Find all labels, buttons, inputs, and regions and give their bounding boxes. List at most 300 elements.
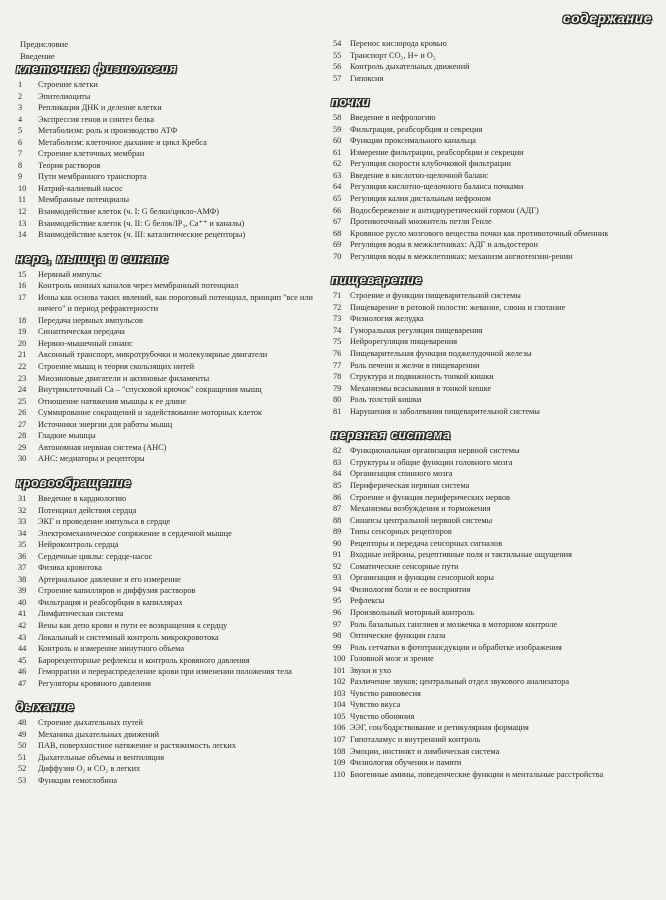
chapter-title: Суммирование сокращений и задействование моторных клеток	[38, 408, 263, 418]
chapter-title: Передача нервных импульсов	[38, 315, 143, 325]
chapter-entry[interactable]	[16, 562, 316, 574]
chapter-number: 70	[333, 251, 342, 261]
chapter-number: 12	[18, 207, 27, 217]
chapter-number: 38	[18, 574, 27, 584]
chapter-entry[interactable]	[331, 699, 655, 711]
chapter-number: 22	[18, 362, 27, 372]
chapter-entry[interactable]	[16, 655, 316, 667]
chapter-title: Регуляция кислотно-щелочного баланса почками	[350, 182, 524, 192]
chapter-title: Регуляция скорости клубочковой фильтрации	[350, 159, 511, 169]
chapter-number: 106	[333, 723, 346, 733]
chapter-number: 102	[333, 677, 346, 687]
toc-section	[16, 62, 316, 241]
chapter-title: Перенос кислорода кровью	[350, 39, 447, 48]
chapter-number: 88	[333, 515, 342, 525]
chapter-entry[interactable]	[331, 526, 655, 538]
chapter-title: Функциональная организация нервной системы	[350, 446, 520, 456]
chapter-entry[interactable]	[16, 79, 316, 91]
chapter-title: Рефлексы	[350, 596, 385, 606]
chapter-number: 11	[18, 195, 26, 205]
chapter-number: 50	[18, 741, 27, 751]
chapter-entry[interactable]	[331, 630, 655, 642]
chapter-entry[interactable]	[331, 135, 655, 147]
chapter-title: Нервный импульс	[38, 269, 102, 279]
front-matter-item[interactable]: Введение	[20, 51, 55, 61]
chapter-number: 55	[333, 50, 342, 60]
chapter-title: Артериальное давление и его измерение	[38, 574, 181, 584]
chapter-entry[interactable]	[331, 503, 655, 515]
chapter-title: АНС: медиаторы и рецепторы	[38, 454, 145, 464]
chapter-entry[interactable]	[16, 361, 316, 373]
chapter-number: 15	[18, 269, 27, 279]
chapter-title: Мембранные потенциалы	[38, 195, 130, 205]
chapter-number: 20	[18, 338, 27, 348]
chapter-number: 92	[333, 561, 342, 571]
chapter-entry[interactable]	[331, 665, 655, 677]
chapter-number: 1	[18, 80, 23, 89]
section-heading: клеточная физиология	[16, 62, 178, 76]
chapter-entry[interactable]	[16, 407, 316, 419]
chapter-entry[interactable]	[16, 574, 316, 586]
chapter-title: Оптические функции глаза	[350, 631, 446, 641]
chapter-number: 89	[333, 527, 342, 537]
chapter-title: Метаболизм: роль и производство АТФ	[38, 126, 178, 136]
chapter-entry[interactable]	[16, 608, 316, 620]
chapter-entry[interactable]	[331, 158, 655, 170]
chapter-entry[interactable]	[331, 147, 655, 159]
chapter-number: 85	[333, 480, 342, 490]
chapter-entry[interactable]	[16, 643, 316, 655]
chapter-entry[interactable]	[331, 572, 655, 584]
chapter-entry[interactable]	[16, 539, 316, 551]
chapter-title: Экспрессия генов и синтез белка	[38, 114, 155, 124]
chapter-entry[interactable]	[331, 584, 655, 596]
chapter-entry[interactable]	[16, 206, 316, 218]
toc-section	[16, 476, 316, 689]
page-title: содержание	[562, 10, 652, 26]
chapter-title: Введение в кардиологию	[38, 493, 127, 503]
chapter-title: Дыхательные объемы и вентиляция	[38, 752, 165, 762]
chapter-title: Звуки и ухо	[350, 665, 392, 675]
chapter-number: 67	[333, 217, 342, 227]
chapter-entry[interactable]	[331, 61, 655, 73]
chapter-entry[interactable]	[331, 394, 655, 406]
chapter-number: 82	[333, 446, 342, 456]
chapter-entry[interactable]	[331, 595, 655, 607]
chapter-number: 34	[18, 528, 27, 538]
chapter-title: Биогенные амины, поведенческие функции и ментальные расстройства	[350, 769, 604, 779]
section-heading: нерв, мышца и синапс	[16, 251, 169, 266]
chapter-entry[interactable]	[331, 383, 655, 395]
chapter-number: 78	[333, 372, 342, 382]
chapter-entry[interactable]	[16, 292, 316, 315]
chapter-title: Репликация ДНК и деление клетки	[38, 103, 162, 113]
chapter-number: 42	[18, 620, 27, 630]
chapter-number: 75	[333, 337, 342, 347]
chapter-entry[interactable]	[16, 597, 316, 609]
chapter-title: Водосбережение и антидиуретический гормон (АДГ)	[350, 205, 539, 215]
chapter-title: Нейроконтроль сердца	[38, 540, 119, 550]
chapter-entry[interactable]	[331, 313, 655, 325]
chapter-entry[interactable]	[16, 349, 316, 361]
chapter-title: Локальный и системный контроль микрокровотока	[38, 632, 219, 642]
chapter-entry[interactable]	[331, 722, 655, 734]
chapter-number: 52	[18, 764, 27, 774]
chapter-entry[interactable]	[16, 585, 316, 597]
toc-section	[331, 38, 655, 84]
chapter-entry[interactable]	[331, 653, 655, 665]
chapter-number: 64	[333, 182, 342, 192]
chapter-title: ПАВ, поверхностное натяжение и растяжимость легких	[38, 741, 236, 751]
chapter-title: Фильтрация, реабсорбция и секреция	[350, 124, 483, 134]
chapter-number: 32	[18, 505, 27, 515]
chapter-number: 58	[333, 113, 342, 123]
chapter-number: 25	[18, 396, 27, 406]
chapter-entry[interactable]	[16, 148, 316, 160]
chapter-title: Строение дыхательных путей	[38, 718, 143, 728]
chapter-number: 51	[18, 752, 27, 762]
chapter-title: Вены как депо крови и пути ее возвращения к сердцу	[38, 620, 228, 630]
chapter-number: 79	[333, 383, 342, 393]
chapter-title: Чувство вкуса	[350, 700, 401, 710]
chapter-entry[interactable]	[16, 218, 316, 230]
chapter-number: 90	[333, 538, 342, 548]
chapter-title: Барорецепторные рефлексы и контроль кровяного давления	[38, 655, 250, 665]
chapter-title: Эпителиоциты	[38, 91, 91, 101]
front-matter-item[interactable]: Предисловие	[20, 39, 69, 49]
chapter-entry[interactable]	[331, 711, 655, 723]
chapter-title: Строение капилляров и диффузия растворов	[38, 586, 196, 596]
chapter-entry[interactable]	[16, 160, 316, 172]
chapter-title: Структуры и общие функции головного мозга	[350, 457, 513, 467]
chapter-number: 24	[18, 385, 27, 395]
chapter-entry[interactable]	[16, 763, 316, 775]
chapter-entry[interactable]	[331, 676, 655, 688]
chapter-entry[interactable]	[16, 102, 316, 114]
chapter-number: 35	[18, 540, 27, 550]
chapter-entry[interactable]	[16, 453, 316, 465]
chapter-entry[interactable]	[16, 315, 316, 327]
chapter-title: Регуляция воды в межклетниках: механизм ангиотензин-ренин	[350, 251, 573, 261]
chapter-entry[interactable]	[331, 538, 655, 550]
chapter-number: 9	[18, 172, 23, 182]
chapter-number: 66	[333, 205, 342, 215]
chapter-number: 109	[333, 758, 346, 768]
chapter-number: 57	[333, 73, 342, 83]
chapter-entry[interactable]	[16, 194, 316, 206]
chapter-title: Роль толстой кишки	[350, 395, 422, 405]
chapter-list	[331, 445, 655, 780]
chapter-title: Регуляция воды в межклетниках: АДГ и альдостерон	[350, 240, 538, 250]
chapter-entry[interactable]	[331, 688, 655, 700]
chapter-number: 80	[333, 395, 342, 405]
chapter-title: Измерение фильтрации, реабсорбции и секреции	[350, 147, 524, 157]
chapter-title: Гипоксия	[350, 73, 384, 83]
chapter-entry[interactable]	[331, 38, 655, 50]
chapter-entry[interactable]	[16, 114, 316, 126]
chapter-title: Головной мозг и зрение	[350, 654, 434, 664]
chapter-entry[interactable]	[16, 752, 316, 764]
chapter-number: 16	[18, 281, 27, 291]
chapter-title: Строение мышц и теория скользящих нитей	[38, 362, 195, 372]
chapter-title: Лимфатическая система	[38, 609, 124, 619]
chapter-title: Организация спинного мозга	[350, 469, 453, 479]
chapter-entry[interactable]	[331, 515, 655, 527]
chapter-number: 27	[18, 419, 27, 429]
chapter-list	[331, 290, 655, 417]
chapter-title: Гуморальная регуляция пищеварения	[350, 325, 483, 335]
chapter-number: 77	[333, 360, 342, 370]
chapter-title: Автономная нервная система (АНС)	[38, 442, 167, 452]
section-heading: кровообращение	[16, 475, 132, 490]
chapter-title: Взаимодействие клеток (ч. II: G белок/IP₃, Ca⁺⁺ и каналы)	[38, 218, 245, 228]
chapter-number: 4	[18, 114, 23, 124]
chapter-entry[interactable]	[16, 516, 316, 528]
chapter-entry[interactable]	[16, 373, 316, 385]
chapter-number: 6	[18, 137, 23, 147]
chapter-entry[interactable]	[16, 171, 316, 183]
chapter-entry[interactable]	[331, 239, 655, 251]
toc-section	[331, 95, 655, 262]
chapter-number: 99	[333, 642, 342, 652]
chapter-entry[interactable]	[331, 480, 655, 492]
chapter-number: 39	[18, 586, 27, 596]
chapter-title: Диффузия O₂ и CO₂ в легких	[38, 764, 141, 774]
chapter-entry[interactable]	[16, 666, 316, 678]
chapter-entry[interactable]	[16, 137, 316, 149]
chapter-entry[interactable]	[331, 406, 655, 418]
chapter-entry[interactable]	[16, 183, 316, 195]
chapter-number: 53	[18, 775, 27, 785]
chapter-entry[interactable]	[16, 740, 316, 752]
chapter-entry[interactable]	[331, 746, 655, 758]
chapter-entry[interactable]	[331, 360, 655, 372]
chapter-entry[interactable]	[16, 269, 316, 281]
chapter-entry[interactable]	[331, 769, 655, 781]
chapter-entry[interactable]	[16, 430, 316, 442]
chapter-number: 48	[18, 718, 27, 728]
chapter-entry[interactable]	[331, 181, 655, 193]
chapter-title: Роль печени и желчи в пищеварении	[350, 360, 480, 370]
chapter-title: Нарушения и заболевания пищеварительной системы	[350, 406, 540, 416]
chapter-entry[interactable]	[16, 775, 316, 787]
chapter-entry[interactable]	[331, 228, 655, 240]
chapter-entry[interactable]	[16, 91, 316, 103]
chapter-title: Функции проксимального канальца	[350, 136, 476, 146]
chapter-title: Метаболизм: клеточное дыхание и цикл Кребса	[38, 137, 207, 147]
toc-section	[331, 428, 655, 780]
chapter-entry[interactable]	[331, 607, 655, 619]
chapter-title: Периферическая нервная система	[350, 480, 470, 490]
chapter-number: 7	[18, 149, 23, 159]
chapter-number: 36	[18, 551, 27, 561]
chapter-title: Произвольный моторный контроль	[350, 607, 475, 617]
chapter-number: 68	[333, 228, 342, 238]
chapter-list	[16, 269, 316, 465]
chapter-number: 93	[333, 573, 342, 583]
chapter-title: Строение клетки	[38, 80, 98, 89]
chapter-title: Ионы как основа таких явлений, как пороговый потенциал, принцип "все или ничего" и период рефрактерности	[38, 292, 313, 314]
chapter-number: 96	[333, 607, 342, 617]
chapter-entry[interactable]	[16, 493, 316, 505]
chapter-number: 29	[18, 442, 27, 452]
chapter-entry[interactable]	[331, 371, 655, 383]
chapter-title: Организация и функции сенсорной коры	[350, 573, 495, 583]
chapter-entry[interactable]	[331, 457, 655, 469]
chapter-number: 86	[333, 492, 342, 502]
chapter-number: 26	[18, 408, 27, 418]
chapter-number: 45	[18, 655, 27, 665]
chapter-title: Контроль ионных каналов через мембранный потенциал	[38, 281, 239, 291]
chapter-number: 40	[18, 597, 27, 607]
chapter-title: Механика дыхательных движений	[38, 729, 160, 739]
chapter-title: Геморрагии и перераспределение крови при изменении положения тела	[38, 667, 292, 677]
section-heading: пищеварение	[331, 273, 423, 288]
chapter-entry[interactable]	[331, 50, 655, 62]
chapter-title: Пути мембранного транспорта	[38, 172, 147, 182]
section-heading: нервная система	[331, 428, 451, 443]
chapter-title: Гладкие мышцы	[38, 431, 96, 441]
chapter-number: 76	[333, 349, 342, 359]
chapter-entry[interactable]	[331, 734, 655, 746]
chapter-number: 14	[18, 230, 27, 240]
chapter-entry[interactable]	[331, 642, 655, 654]
chapter-number: 54	[333, 39, 342, 48]
chapter-entry[interactable]	[331, 549, 655, 561]
chapter-title: Гипоталамус и внутренний контроль	[350, 734, 481, 744]
chapter-number: 10	[18, 183, 27, 193]
chapter-number: 73	[333, 314, 342, 324]
section-heading: дыхание	[16, 700, 75, 715]
chapter-entry[interactable]	[16, 505, 316, 517]
chapter-entry[interactable]	[331, 205, 655, 217]
chapter-number: 30	[18, 454, 27, 464]
chapter-entry[interactable]	[331, 492, 655, 504]
chapter-title: Введение в нефрологию	[350, 113, 436, 123]
chapter-entry[interactable]	[16, 729, 316, 741]
chapter-title: Типы сенсорных рецепторов	[350, 527, 452, 537]
chapter-number: 97	[333, 619, 342, 629]
chapter-entry[interactable]	[331, 348, 655, 360]
front-matter	[20, 38, 316, 62]
chapter-entry[interactable]	[16, 442, 316, 454]
chapter-entry[interactable]	[16, 338, 316, 350]
chapter-title: Строение и функции пищеварительной системы	[350, 291, 521, 301]
chapter-number: 63	[333, 170, 342, 180]
chapter-title: Противоточный множитель петли Генле	[350, 217, 492, 227]
chapter-number: 110	[333, 769, 346, 779]
chapter-entry[interactable]	[331, 73, 655, 85]
chapter-list	[16, 717, 316, 786]
chapter-number: 108	[333, 746, 346, 756]
chapter-title: Физиология боли и ее восприятия	[350, 584, 471, 594]
chapter-entry[interactable]	[16, 326, 316, 338]
chapter-entry[interactable]	[16, 632, 316, 644]
chapter-number: 105	[333, 711, 346, 721]
chapter-number: 37	[18, 563, 27, 573]
chapter-entry[interactable]	[331, 251, 655, 263]
chapter-title: Структура и подвижность тонкой кишки	[350, 372, 494, 382]
chapter-list	[16, 79, 316, 241]
chapter-entry[interactable]	[16, 396, 316, 408]
chapter-entry[interactable]	[331, 619, 655, 631]
chapter-title: Контроль дыхательных движений	[350, 62, 470, 72]
chapter-entry[interactable]	[331, 124, 655, 136]
chapter-title: Физиология желудка	[350, 314, 424, 324]
chapter-number: 3	[18, 103, 23, 113]
toc-section	[16, 700, 316, 786]
chapter-entry[interactable]	[331, 193, 655, 205]
chapter-title: Транспорт CO₂, H+ и O₂	[350, 50, 436, 60]
chapter-title: Регуляция калия дистальным нефроном	[350, 194, 491, 204]
chapter-title: Контроль и измерение минутного объема	[38, 644, 185, 654]
chapter-title: Нейрорегуляция пищеварения	[350, 337, 458, 347]
chapter-entry[interactable]	[331, 561, 655, 573]
chapter-title: Нервно-мышечный синапс	[38, 338, 133, 348]
chapter-entry[interactable]	[331, 112, 655, 124]
chapter-title: Механизмы всасывания в тонкой кишке	[350, 383, 492, 393]
chapter-title: Регуляторы кровяного давления	[38, 678, 151, 688]
chapter-number: 44	[18, 644, 27, 654]
toc-right-column	[331, 38, 655, 791]
chapter-entry[interactable]	[331, 468, 655, 480]
chapter-number: 81	[333, 406, 342, 416]
chapter-number: 69	[333, 240, 342, 250]
chapter-entry[interactable]	[331, 290, 655, 302]
chapter-number: 46	[18, 667, 27, 677]
chapter-entry[interactable]	[16, 384, 316, 396]
chapter-number: 95	[333, 596, 342, 606]
chapter-entry[interactable]	[331, 757, 655, 769]
chapter-entry[interactable]	[331, 336, 655, 348]
chapter-number: 56	[333, 62, 342, 72]
chapter-entry[interactable]	[16, 551, 316, 563]
chapter-number: 31	[18, 493, 27, 503]
chapter-number: 107	[333, 734, 346, 744]
chapter-number: 100	[333, 654, 346, 664]
chapter-title: Взаимодействие клеток (ч. III: каталитические рецепторы)	[38, 230, 246, 240]
toc-section	[331, 273, 655, 417]
chapter-entry[interactable]	[16, 620, 316, 632]
chapter-entry[interactable]	[16, 678, 316, 690]
chapter-entry[interactable]	[331, 170, 655, 182]
chapter-entry[interactable]	[16, 419, 316, 431]
chapter-number: 101	[333, 665, 346, 675]
chapter-entry[interactable]	[331, 216, 655, 228]
chapter-title: Различение звуков; центральный отдел звукового анализатора	[350, 677, 570, 687]
chapter-number: 43	[18, 632, 27, 642]
chapter-title: Чувство равновесия	[350, 688, 421, 698]
chapter-number: 47	[18, 678, 27, 688]
chapter-title: Строение и функция периферических нервов	[350, 492, 510, 502]
chapter-title: Синапсы центральной нервной системы	[350, 515, 493, 525]
chapter-entry[interactable]	[331, 302, 655, 314]
chapter-number: 98	[333, 631, 342, 641]
chapter-entry[interactable]	[16, 717, 316, 729]
chapter-entry[interactable]	[16, 229, 316, 241]
chapter-number: 13	[18, 218, 27, 228]
chapter-entry[interactable]	[16, 125, 316, 137]
chapter-entry[interactable]	[16, 280, 316, 292]
chapter-title: Фильтрация и реабсорбция в капиллярах	[38, 597, 183, 607]
chapter-number: 2	[18, 91, 23, 101]
chapter-entry[interactable]	[16, 528, 316, 540]
chapter-title: Эмоции, инстинкт и лимбическая система	[350, 746, 500, 756]
chapter-title: Механизмы возбуждения и торможения	[350, 504, 491, 514]
chapter-entry[interactable]	[331, 325, 655, 337]
chapter-entry[interactable]	[331, 445, 655, 457]
chapter-title: Источники энергии для работы мышц	[38, 419, 173, 429]
